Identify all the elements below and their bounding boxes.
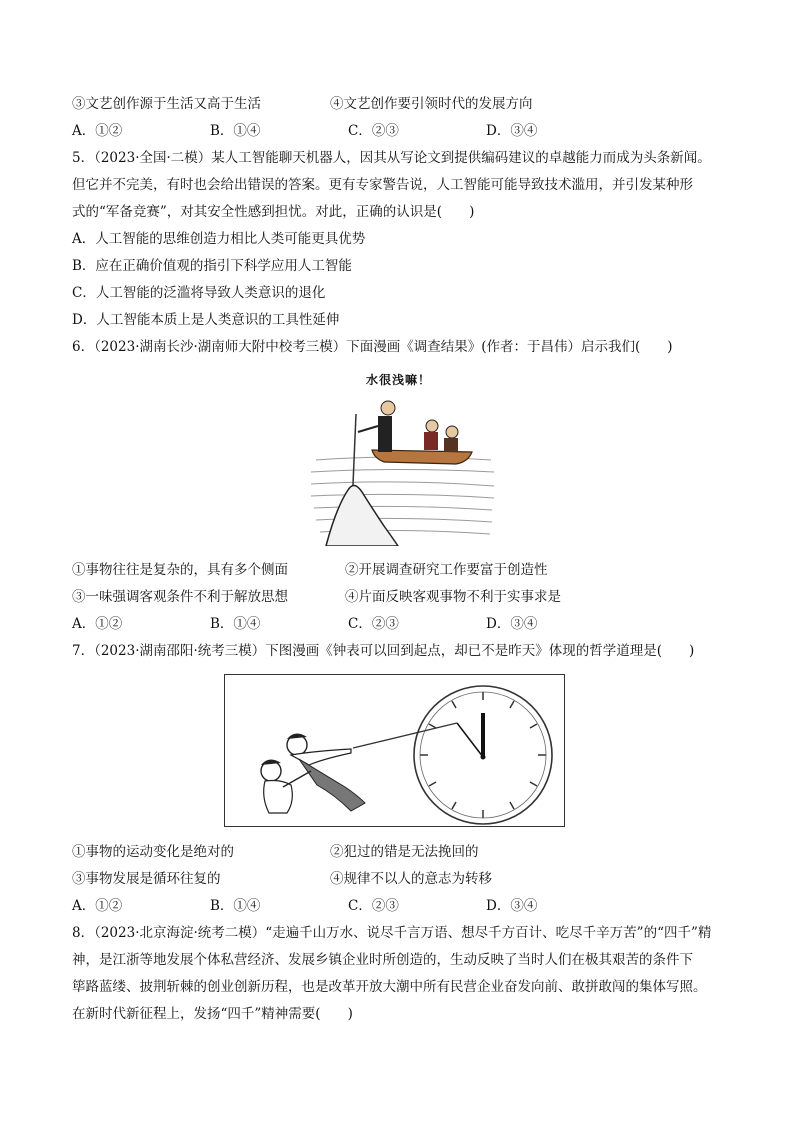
q6-option-d: D．③④ — [486, 616, 538, 632]
q7-option-d: D．③④ — [486, 898, 538, 914]
q8-stem-line-4: 在新时代新征程上，发扬“四千”精神需要( ) — [72, 1006, 353, 1022]
q6-statement-1: ①事物往往是复杂的，具有多个侧面 — [72, 562, 288, 578]
q5-choice-c: C．人工智能的泛滥将导致人类意识的退化 — [72, 285, 326, 301]
q4-statement-4: ④文艺创作要引领时代的发展方向 — [330, 96, 533, 112]
q6-statement-3: ③一味强调客观条件不利于解放思想 — [72, 589, 288, 605]
q5-stem-line-2: 但它并不完美，有时也会给出错误的答案。更有专家警告说，人工智能可能导致技术滥用，并引发某种形 — [72, 177, 693, 193]
q4-option-b: B．①④ — [210, 123, 261, 139]
q6-stem: 6．（2023·湖南长沙·湖南师大附中校考三模）下面漫画《调查结果》(作者：于昌伟）启示我们( ) — [72, 339, 673, 355]
q6-statement-4: ④片面反映客观事物不利于实事求是 — [345, 589, 561, 605]
q7-statement-3: ③事物发展是循环往复的 — [72, 871, 221, 887]
q5-choice-b: B．应在正确价值观的指引下科学应用人工智能 — [72, 258, 352, 274]
q6-option-a: A．①② — [72, 616, 123, 632]
q4-option-a: A．①② — [72, 123, 123, 139]
q5-stem-line-1: 5．（2023·全国·二模）某人工智能聊天机器人，因其从写论文到提供编码建议的卓越能力而成为头条新闻。 — [72, 150, 711, 166]
q4-statement-3: ③文艺创作源于生活又高于生活 — [72, 96, 261, 112]
q7-option-a: A．①② — [72, 898, 123, 914]
q5-stem-line-3: 式的“军备竞赛”，对其安全性感到担忧。对此，正确的认识是( ) — [72, 204, 475, 220]
q7-statement-1: ①事物的运动变化是绝对的 — [72, 844, 234, 860]
q8-stem-line-1: 8．（2023·北京海淀·统考二模）“走遍千山万水、说尽千言万语、想尽千方百计、吃尽千辛万苦”的“四千”精 — [72, 925, 712, 941]
q5-choice-d: D．人工智能本质上是人类意识的工具性延伸 — [72, 312, 340, 328]
q4-option-c: C．②③ — [348, 123, 399, 139]
q8-stem-line-3: 筚路蓝缕、披荆斩棘的创业创新历程，也是改革开放大潮中所有民营企业奋发向前、敢拼敢闯的集体写照。 — [72, 979, 707, 995]
q7-option-c: C．②③ — [348, 898, 399, 914]
q4-option-d: D．③④ — [486, 123, 538, 139]
q6-option-c: C．②③ — [348, 616, 399, 632]
q5-choice-a: A．人工智能的思维创造力相比人类可能更具优势 — [72, 231, 366, 247]
q7-statement-4: ④规律不以人的意志为转移 — [330, 871, 492, 887]
cartoon-caption: 水很浅嘛！ — [366, 373, 432, 387]
q6-option-b: B．①④ — [210, 616, 261, 632]
q7-option-b: B．①④ — [210, 898, 261, 914]
q7-statement-2: ②犯过的错是无法挽回的 — [330, 844, 479, 860]
q6-statement-2: ②开展调查研究工作要富于创造性 — [345, 562, 548, 578]
boat-survey-cartoon — [306, 368, 496, 546]
q7-stem: 7．（2023·湖南邵阳·统考三模）下图漫画《钟表可以回到起点，却已不是昨天》体现的哲学道理是( ) — [72, 643, 695, 659]
clock-rope-cartoon — [224, 674, 565, 827]
q8-stem-line-2: 神，是江浙等地发展个体私营经济、发展乡镇企业时所创造的，生动反映了当时人们在极其艰苦的条件下 — [72, 952, 693, 968]
